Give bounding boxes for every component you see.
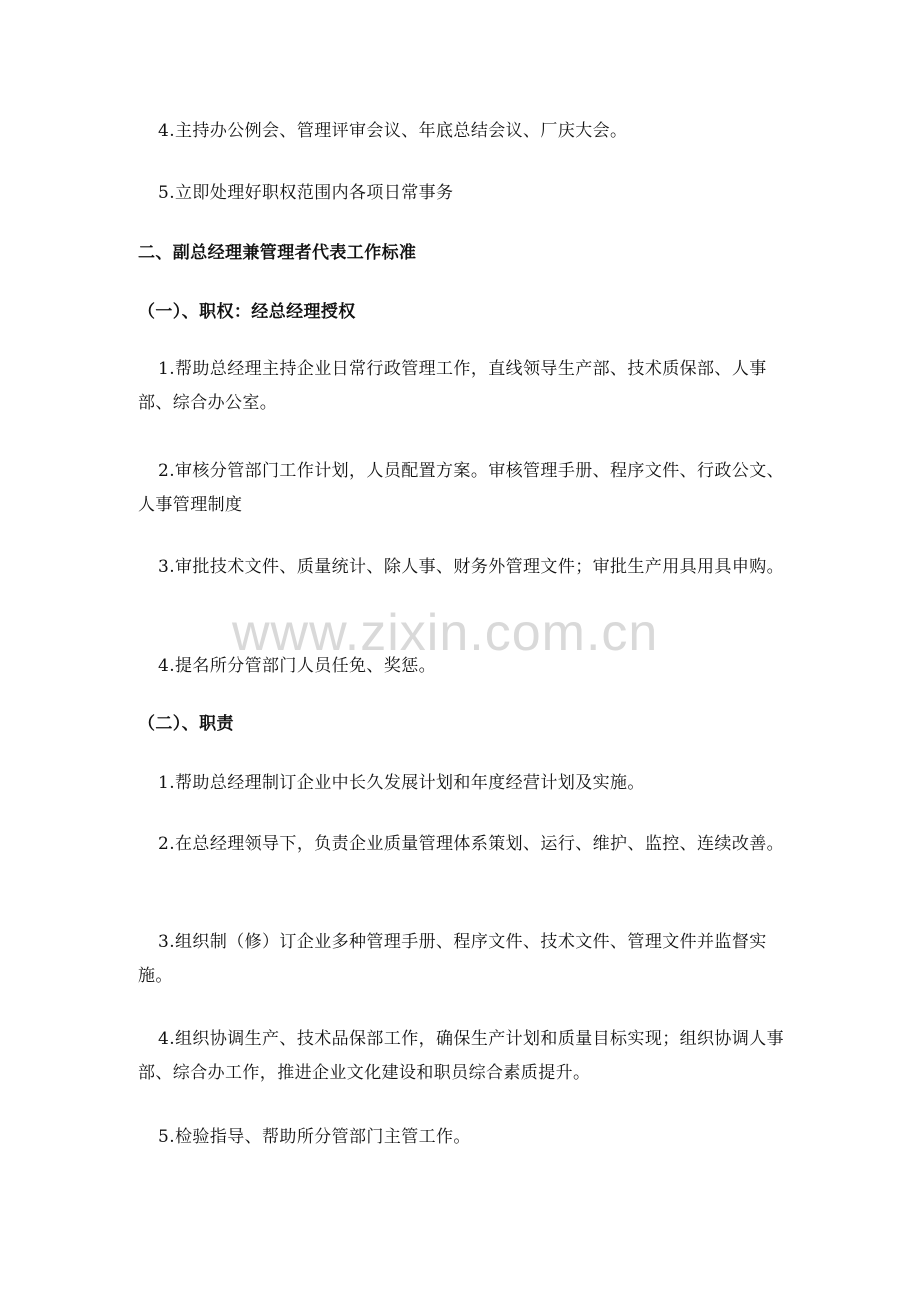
paragraph-authority-3: 3.审批技术文件、质量统计、除人事、财务外管理文件；审批生产用具用具申购。 — [158, 557, 785, 577]
watermark-text: www.zixin.com.cn — [232, 604, 659, 662]
paragraph-duty-5: 5.检验指导、帮助所分管部门主管工作。 — [158, 1127, 471, 1147]
paragraph-authority-1: 1.帮助总经理主持企业日常行政管理工作，直线领导生产部、技术质保部、人事部、综合办公室。 — [138, 359, 767, 413]
paragraph-duty-3: 3.组织制（修）订企业多种管理手册、程序文件、技术文件、管理文件并监督实施。 — [138, 932, 767, 986]
paragraph-duty-1: 1.帮助总经理制订企业中长久发展计划和年度经营计划及实施。 — [158, 773, 645, 793]
subsection-heading-duties: （二）、职责 — [138, 714, 234, 734]
subsection-heading-authority: （一）、职权：经总经理授权 — [138, 302, 356, 322]
paragraph-daily-affairs: 5.立即处理好职权范围内各项日常事务 — [158, 183, 454, 203]
paragraph-chair-meetings: 4.主持办公例会、管理评审会议、年底总结会议、厂庆大会。 — [158, 121, 628, 141]
paragraph-duty-4: 4.组织协调生产、技术品保部工作，确保生产计划和质量目标实现；组织协调人事部、综合办工作，推进企业文化建设和职员综合素质提升。 — [138, 1029, 785, 1083]
paragraph-duty-2: 2.在总经理领导下，负责企业质量管理体系策划、运行、维护、监控、连续改善。 — [158, 834, 785, 854]
paragraph-authority-4: 4.提名所分管部门人员任免、奖惩。 — [158, 656, 437, 676]
section-heading-deputy-gm: 二、副总经理兼管理者代表工作标准 — [138, 243, 417, 263]
paragraph-authority-2: 2.审核分管部门工作计划，人员配置方案。审核管理手册、程序文件、行政公文、人事管理制度 — [138, 461, 785, 515]
